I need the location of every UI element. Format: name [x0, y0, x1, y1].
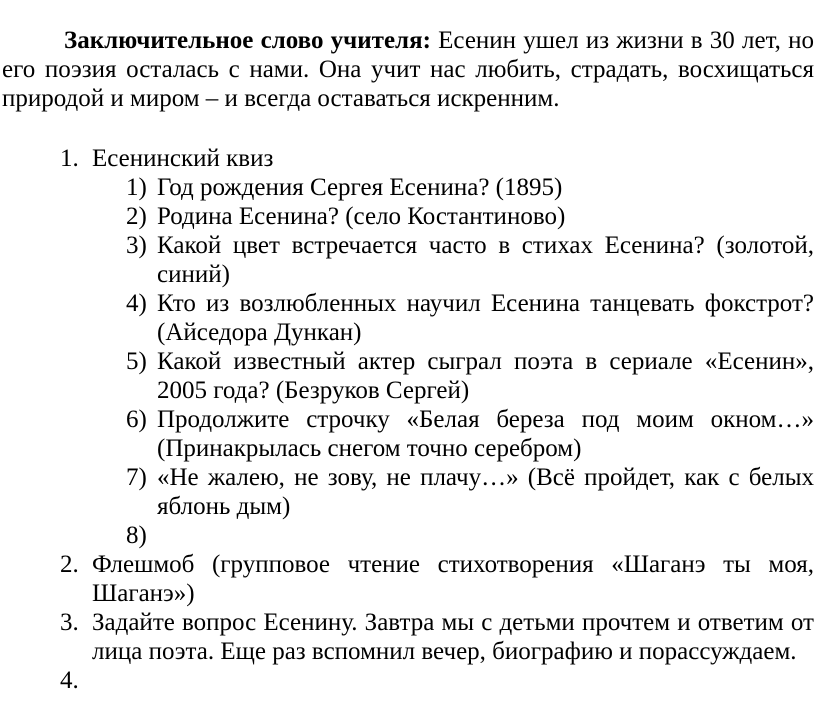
sub-number: 3) [126, 232, 147, 259]
sub-number: 8) [126, 522, 147, 549]
list-number: 2. [60, 551, 79, 578]
sub-text: Год рождения Сергея Есенина? (1895) [157, 174, 563, 201]
list-number: 4. [60, 667, 79, 694]
list-text: Задайте вопрос Есенину. Завтра мы с детьми прочтем и ответим от лица поэта. Еще раз вспомнил вечер, биографию и порассуждаем. [92, 609, 814, 665]
intro-bold-label: Заключительное слово учителя: [64, 27, 431, 54]
list-text: Флешмоб (групповое чтение стихотворения «Шаганэ ты моя, Шаганэ») [92, 551, 814, 607]
sub-text: Кто из возлюбленных научил Есенина танцевать фокстрот? (Айседора Дункан) [157, 290, 814, 346]
intro-text: Есенин ушел из жизни в 30 лет, но его поэзия осталась с нами. Она учит нас любить, страдать, восхищаться природой и миром – и всегда оставаться искренним. [2, 27, 814, 112]
sub-number: 1) [126, 174, 147, 201]
sub-text: Какой известный актер сыграл поэта в сериале «Есенин», 2005 года? (Безруков Сергей) [157, 348, 814, 404]
sub-text: Родина Есенина? (село Костантиново) [157, 203, 566, 230]
list-number: 1. [60, 145, 79, 172]
list-text: Есенинский квиз [92, 145, 274, 172]
sub-number: 7) [126, 464, 147, 491]
sub-number: 5) [126, 348, 147, 375]
sub-number: 2) [126, 203, 147, 230]
list-number: 3. [60, 609, 79, 636]
sub-number: 6) [126, 406, 147, 433]
sub-text: Какой цвет встречается часто в стихах Есенина? (золотой, синий) [157, 232, 814, 288]
sub-text: «Не жалею, не зову, не плачу…» (Всё пройдет, как с белых яблонь дым) [157, 464, 814, 520]
sub-text: Продолжите строчку «Белая береза под моим окном…» (Принакрылась снегом точно серебром) [157, 406, 814, 462]
sub-number: 4) [126, 290, 147, 317]
intro-paragraph [2, 26, 814, 113]
